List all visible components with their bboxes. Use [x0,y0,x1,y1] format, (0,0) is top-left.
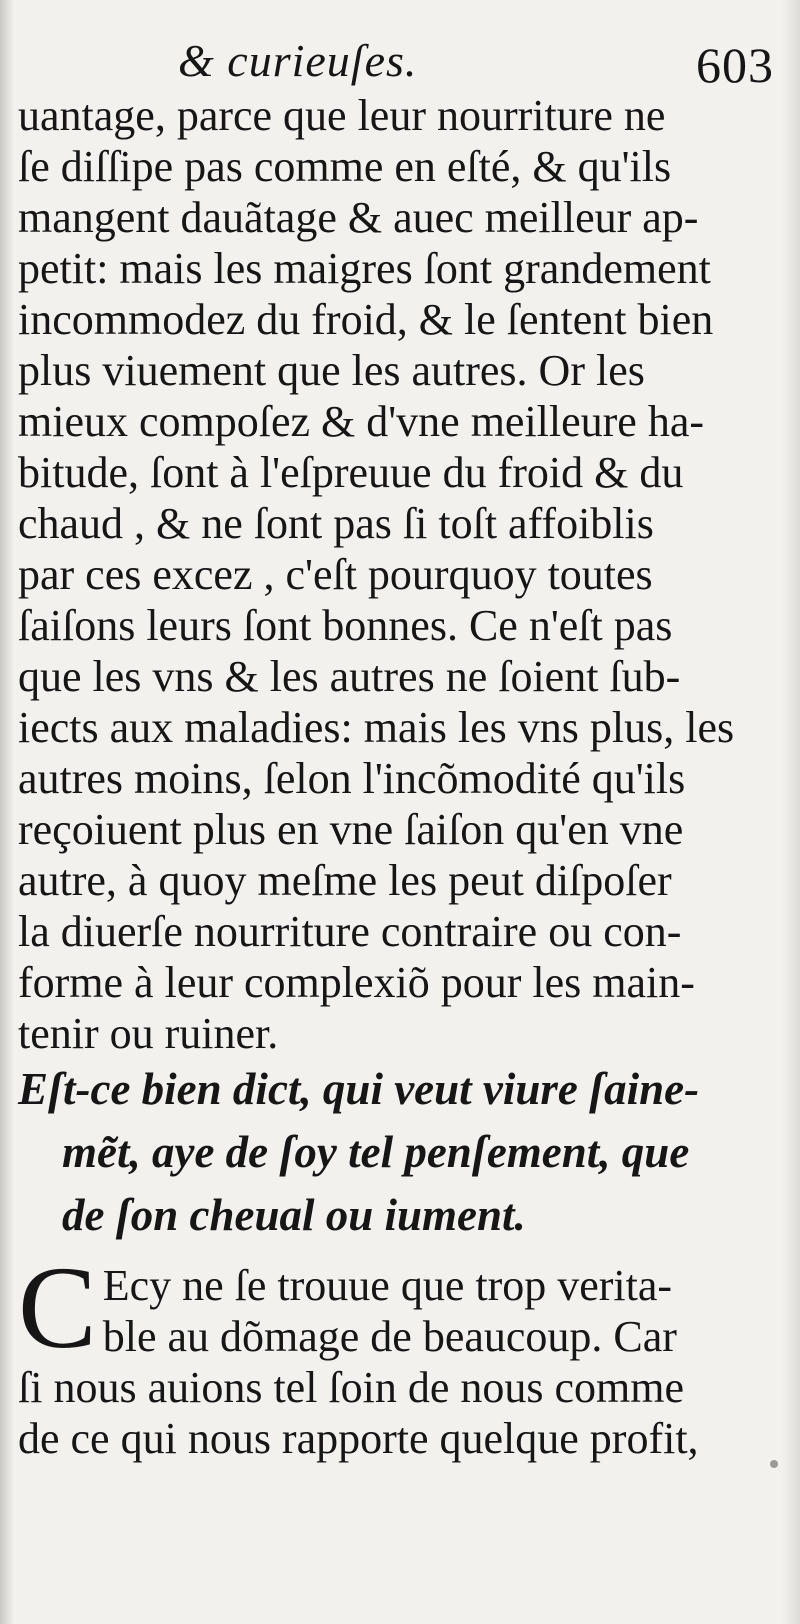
text-line: mangent dauãtage & auec meilleur ap- [18,193,699,242]
text-line: bitude, ſont à l'eſpreuue du froid & du [18,448,684,497]
dropcap-letter: C [18,1242,97,1373]
running-title: & curieuſes. [178,35,418,86]
text-line: reçoiuent plus en vne ſaiſon qu'en vne [18,805,684,854]
text-line: mieux compoſez & d'vne meilleure ha- [18,397,705,446]
text-line: autres moins, ſelon l'incõmodité qu'ils [18,754,686,803]
text-line: incommodez du froid, & le ſentent bien [18,295,714,344]
text-line: chaud , & ne ſont pas ſi toſt affoiblis [18,499,654,548]
text-line: Ecy ne ſe trouue que trop verita- [102,1261,673,1310]
text-line: autre, à quoy meſme les peut diſpoſer [18,856,672,905]
body-paragraph [18,90,735,1059]
heading-line: mẽt, aye de ſoy tel penſement, que [62,1127,690,1177]
page-mark [770,1460,778,1468]
page-gutter-shadow [0,0,14,1624]
heading-line: de ſon cheual ou iument. [62,1190,526,1240]
running-header [178,20,774,93]
text-line: ble au dõmage de beaucoup. Car [102,1312,677,1361]
text-line: de ce qui nous rapporte quelque profit, [18,1414,699,1463]
text-line: forme à leur complexiõ pour les main- [18,958,695,1007]
text-line: ſaiſons leurs ſont bonnes. Ce n'eſt pas [18,601,673,650]
text-line: la diuerſe nourriture contraire ou con- [18,907,682,956]
text-line: iects aux maladies: mais les vns plus, les [18,703,735,752]
page-edge-shadow [782,0,800,1624]
heading-line: Eſt-ce bien dict, qui veut viure ſaine- [18,1064,700,1114]
text-line: uantage, parce que leur nourriture ne [18,91,666,140]
text-line: par ces excez , c'eſt pourquoy toutes [18,550,653,599]
body-paragraph [18,1242,699,1464]
text-line: que les vns & les autres ne ſoient ſub- [18,652,681,701]
text-line: ſi nous auions tel ſoin de nous comme [18,1363,685,1412]
text-line: plus viuement que les autres. Or les [18,346,645,395]
text-line: ſe diſſipe pas comme en eſté, & qu'ils [18,142,672,191]
text-line: petit: mais les maigres ſont grandement [18,244,711,293]
page-number: 603 [696,37,774,93]
text-line: tenir ou ruiner. [18,1009,279,1058]
section-heading [18,1058,698,1247]
